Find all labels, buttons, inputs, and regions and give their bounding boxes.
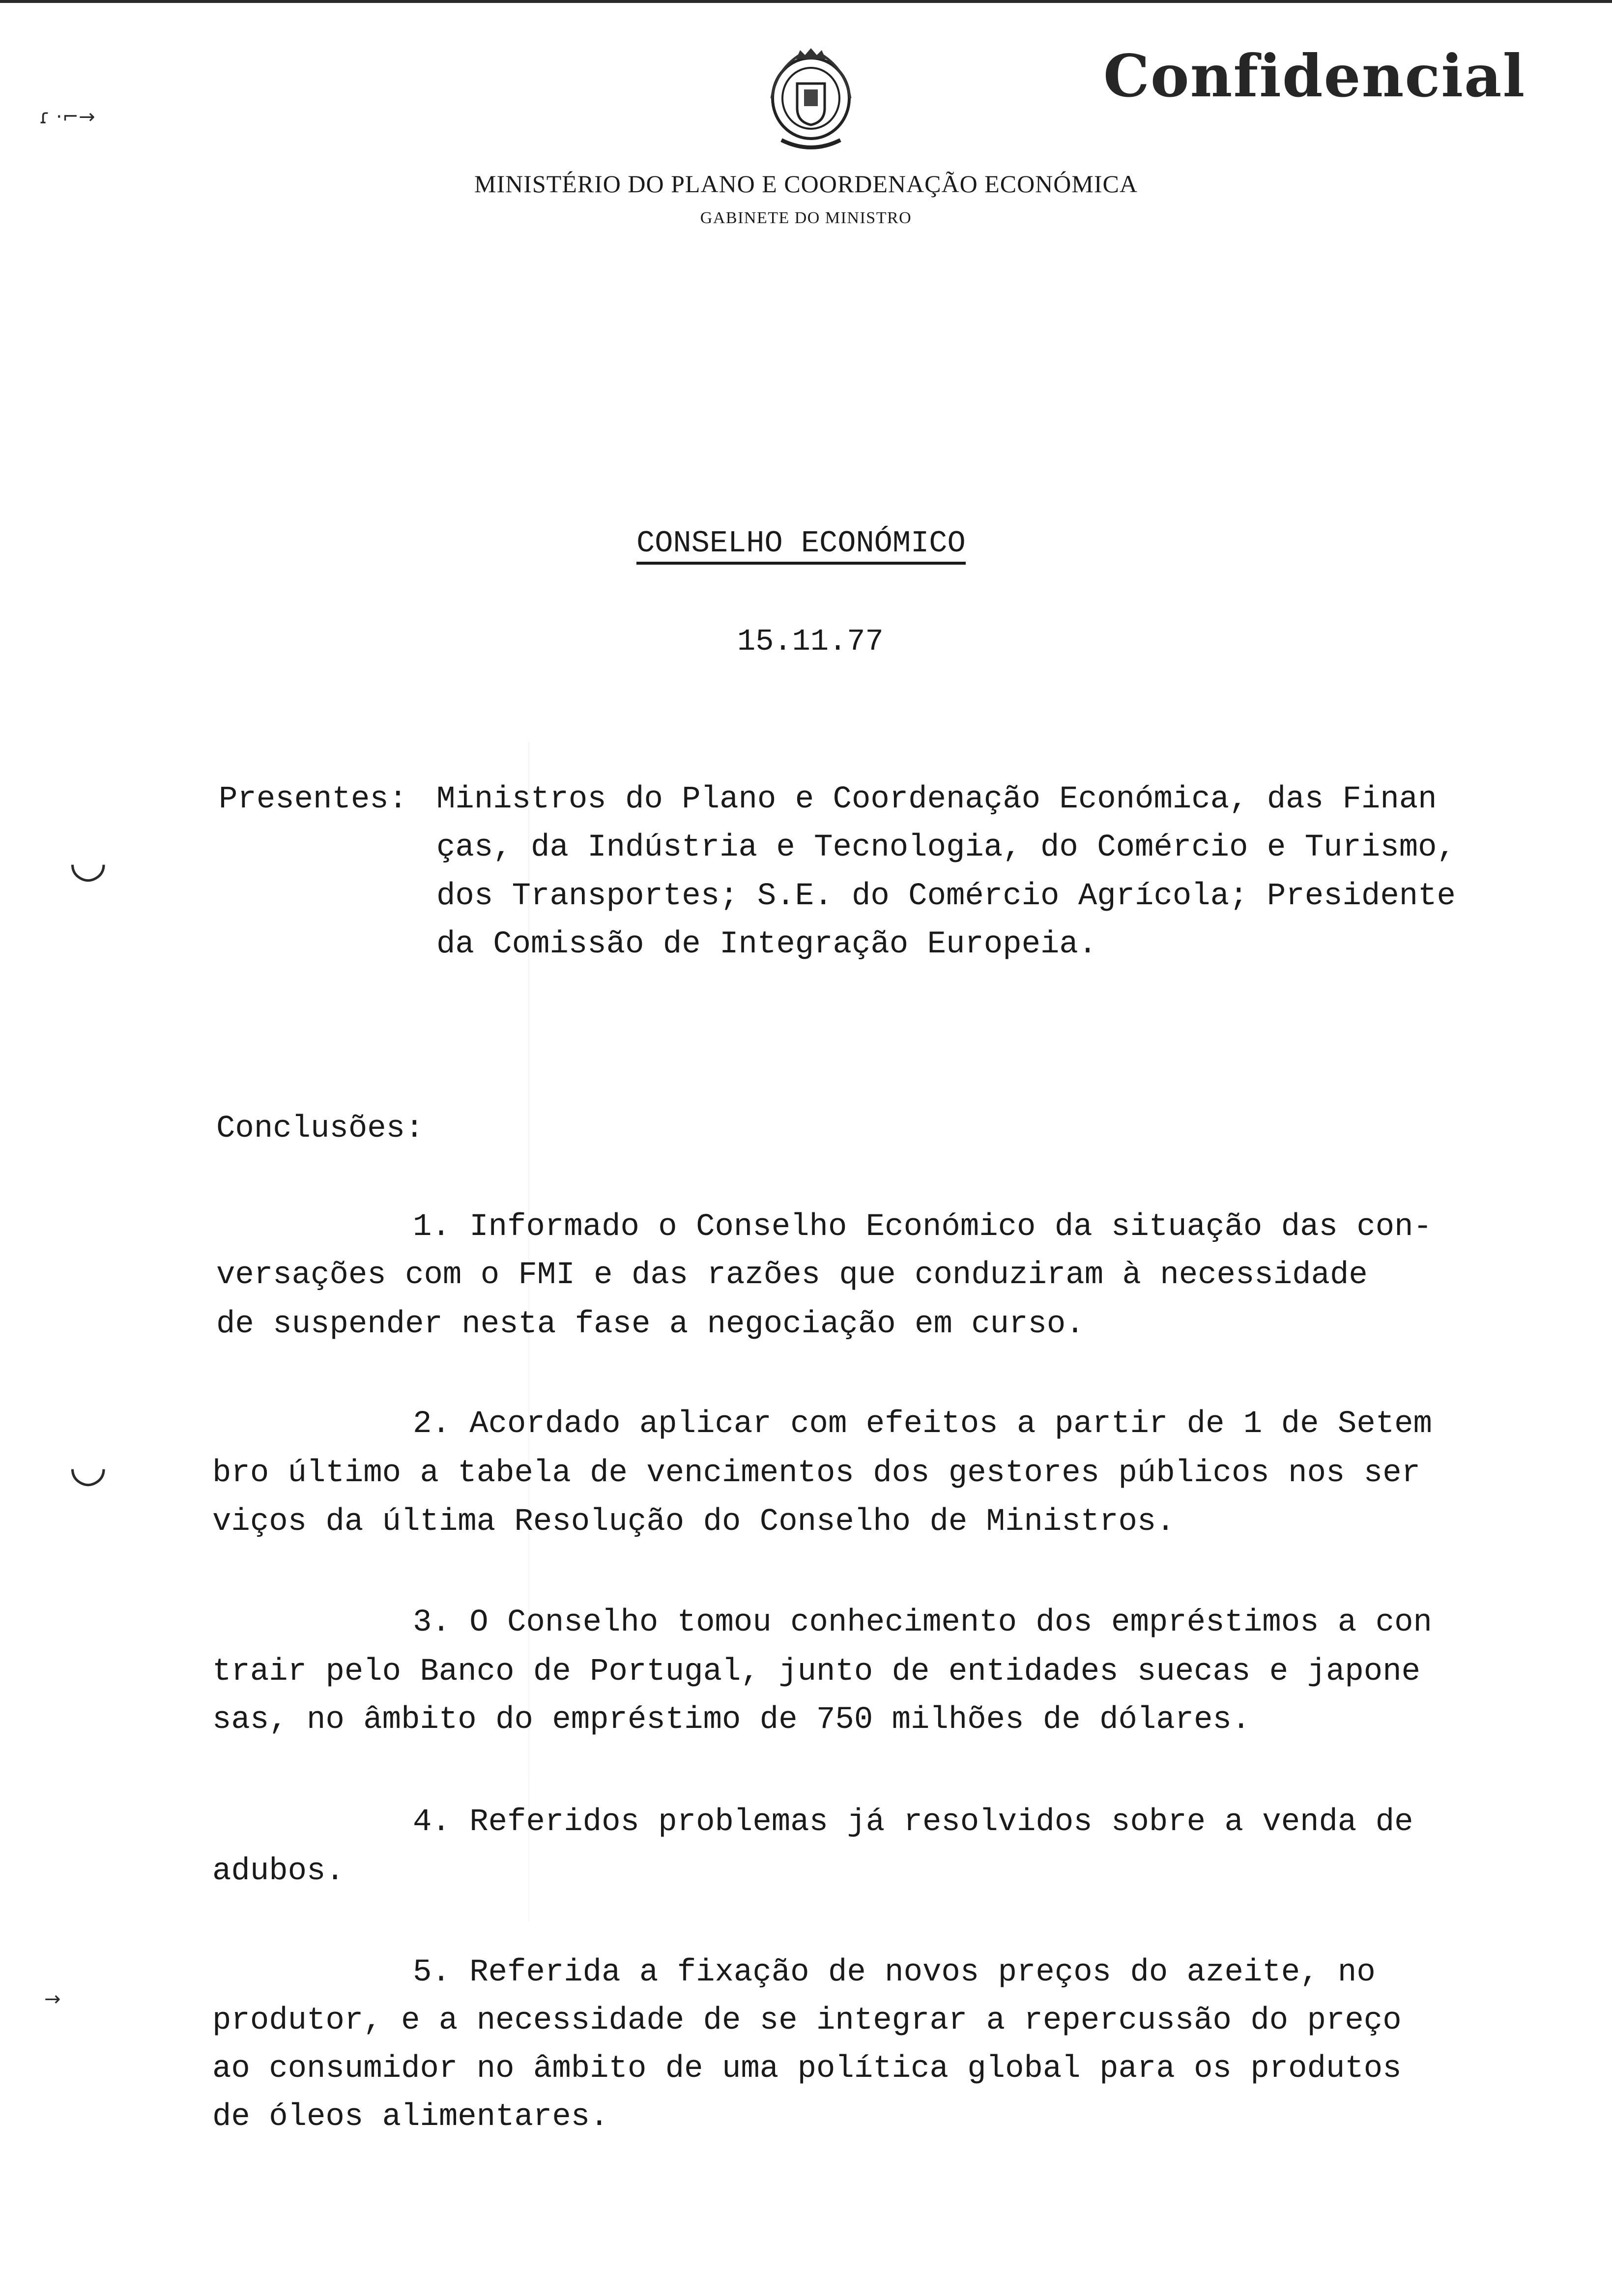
coat-of-arms-seal-icon: [762, 44, 860, 157]
conclusion-item-line: ao consumidor no âmbito de uma política global para os produtos: [212, 2051, 1402, 2087]
hole-punch-mark-bottom: ◡: [69, 1440, 108, 1492]
conclusion-item-line: de suspender nesta fase a negociação em curso.: [216, 1307, 1085, 1342]
conclusion-item-line: 1. Informado o Conselho Económico da situação das con-: [413, 1209, 1432, 1245]
conclusion-item-line: sas, no âmbito do empréstimo de 750 milhões de dólares.: [212, 1702, 1251, 1738]
conclusion-item-line: trair pelo Banco de Portugal, junto de entidades suecas e japone: [212, 1654, 1420, 1690]
conclusion-item-line: 3. O Conselho tomou conhecimento dos empréstimos a con: [413, 1605, 1432, 1640]
conclusion-item-line: versações com o FMI e das razões que conduziram à necessidade: [216, 1258, 1368, 1293]
margin-scribble-mark: ɾ ·⌐→: [39, 106, 95, 128]
conclusion-item-line: 4. Referidos problemas já resolvidos sobre a venda de: [413, 1805, 1413, 1840]
conclusion-item-line: de óleos alimentares.: [212, 2099, 609, 2135]
conclusoes-heading: Conclusões:: [216, 1111, 424, 1147]
presentes-label: Presentes:: [219, 782, 408, 817]
presentes-line: Ministros do Plano e Coordenação Económica, das Finan: [436, 782, 1437, 817]
presentes-line: dos Transportes; S.E. do Comércio Agrícola; Presidente: [436, 879, 1456, 914]
conclusion-item-line: viços da última Resolução do Conselho de Ministros.: [212, 1504, 1175, 1540]
conclusion-item-line: 5. Referida a fixação de novos preços do azeite, no: [413, 1955, 1376, 1990]
document-title: CONSELHO ECONÓMICO: [636, 528, 966, 565]
hole-punch-mark-top: ◡: [69, 835, 108, 887]
ministry-name: MINISTÉRIO DO PLANO E COORDENAÇÃO ECONÓMICA: [474, 170, 1138, 198]
presentes-line: da Comissão de Integração Europeia.: [436, 927, 1097, 962]
conclusion-item-line: 2. Acordado aplicar com efeitos a partir de 1 de Setem: [413, 1406, 1432, 1442]
presentes-line: ças, da Indústria e Tecnologia, do Comércio e Turismo,: [436, 830, 1456, 865]
office-name: GABINETE DO MINISTRO: [700, 209, 912, 227]
conclusion-item-line: produtor, e a necessidade de se integrar a repercussão do preço: [212, 2003, 1402, 2038]
page-top-edge: [0, 0, 1612, 3]
conclusion-item-line: adubos.: [212, 1854, 345, 1889]
document-date: 15.11.77: [737, 624, 884, 659]
conclusion-item-line: bro último a tabela de vencimentos dos gestores públicos nos ser: [212, 1456, 1420, 1491]
confidential-stamp: Confidencial: [1103, 42, 1526, 110]
margin-arrow-mark: →: [44, 1988, 61, 2010]
